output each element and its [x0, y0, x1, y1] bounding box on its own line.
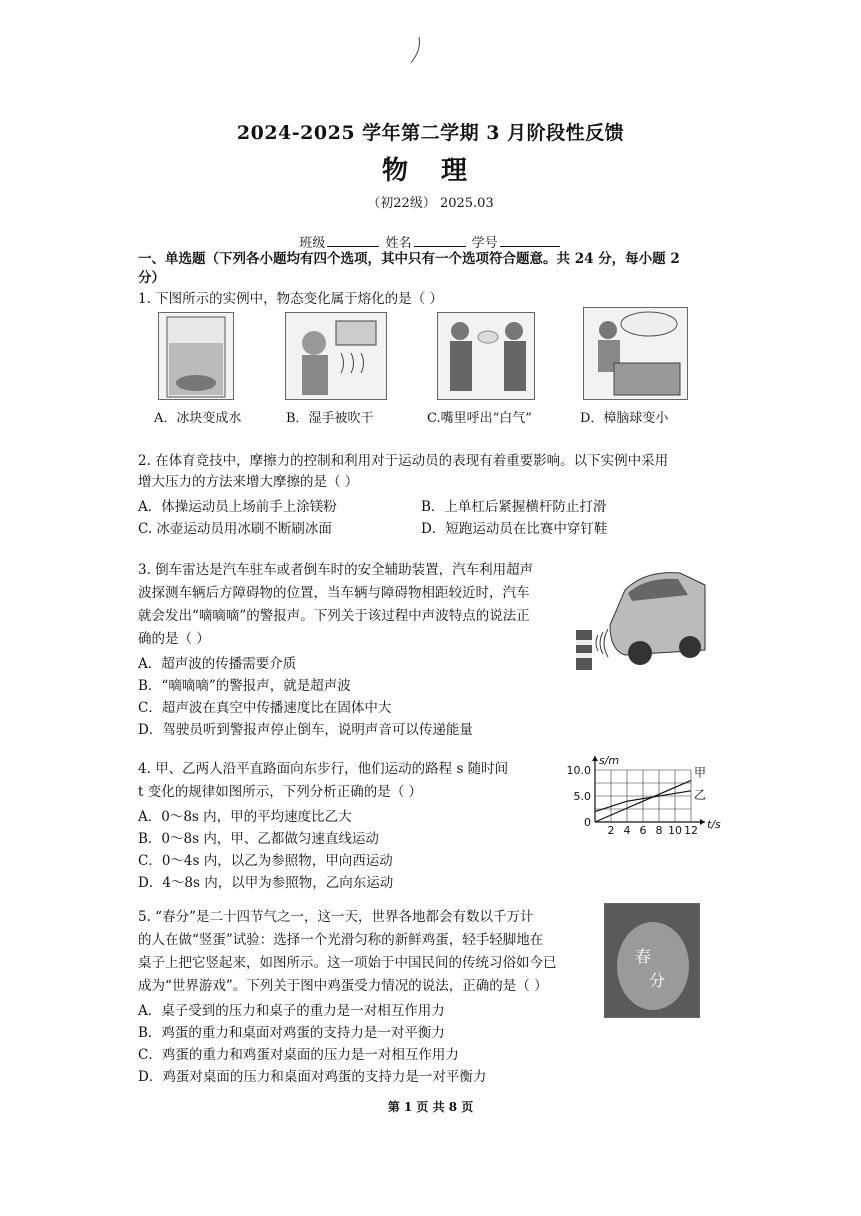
q5-option-c[interactable]: C．鸡蛋的重力和鸡蛋对桌面的压力是一对相互作用力: [138, 1047, 459, 1063]
q5-option-d[interactable]: D．鸡蛋对桌面的压力和桌面对鸡蛋的支持力是一对平衡力: [138, 1069, 487, 1085]
q5-option-a[interactable]: A．桌子受到的压力和桌子的重力是一对相互作用力: [138, 1003, 445, 1019]
q4-option-c[interactable]: C．0～4s 内，以乙为参照物，甲向西运动: [138, 853, 393, 869]
page-footer: 第 1 页 共 8 页: [387, 1100, 474, 1114]
y-tick-label: 5.0: [573, 790, 591, 803]
subject-title: 物 理: [381, 156, 480, 186]
y-axis-label: s/m: [599, 754, 620, 767]
q3-stem-cont3: 确的是（ ）: [138, 631, 210, 647]
x-tick-label: 12: [684, 824, 698, 837]
q4-stem: 4. 甲、乙两人沿平直路面向东步行，他们运动的路程 s 随时间: [138, 761, 509, 777]
x-tick-label: 8: [655, 824, 663, 837]
class-label: 班级: [299, 236, 326, 251]
q5-stem-cont3: 成为“世界游戏”。下列关于图中鸡蛋受力情况的说法，正确的是（ ）: [138, 978, 548, 994]
q2-option-d[interactable]: D．短跑运动员在比赛中穿钉鞋: [421, 521, 608, 537]
x-tick-label: 2: [607, 824, 615, 837]
name-blank[interactable]: [414, 234, 466, 247]
q4-option-b[interactable]: B．0～8s 内，甲、乙都做匀速直线运动: [138, 831, 379, 847]
sound-wave-icon: [596, 629, 608, 657]
q3-option-d[interactable]: D．驾驶员听到警报声停止倒车，说明声音可以传递能量: [138, 722, 473, 738]
y-tick-label: 0: [584, 816, 591, 829]
q1-option-a[interactable]: A．冰块变成水: [154, 411, 242, 426]
q5-option-b[interactable]: B．鸡蛋的重力和桌面对鸡蛋的支持力是一对平衡力: [138, 1025, 445, 1041]
q1-stem: 1. 下图所示的实例中，物态变化属于熔化的是（ ）: [138, 291, 443, 307]
chart-labels: [567, 754, 722, 837]
student-info-fields: [0, 232, 861, 251]
hand-dryer-icon: [286, 313, 386, 399]
wardrobe-icon: [584, 308, 687, 399]
q3-option-a[interactable]: A．超声波的传播需要介质: [138, 656, 297, 672]
x-tick-label: 6: [639, 824, 647, 837]
q5-stem: 5. “春分”是二十四节气之一，这一天，世界各地都会有数以千万计: [138, 909, 534, 925]
q3-stem-cont1: 波探测车辆后方障碍物的位置，当车辆与障碍物相距较近时，汽车: [138, 585, 530, 601]
y-tick-label: 10.0: [566, 764, 591, 777]
x-axis-arrow: [700, 819, 705, 825]
q4-stem-cont: t 变化的规律如图所示，下列分析正确的是（ ）: [138, 784, 423, 800]
s-t-chart: [555, 752, 735, 842]
q2-option-b[interactable]: B．上单杠后紧握横杆防止打滑: [421, 499, 607, 515]
x-axis-label: t/s: [707, 818, 721, 831]
q5-stem-cont2: 桌子上把它竖起来，如图所示。这一项始于中国民间的传统习俗如今已: [138, 955, 557, 971]
car-icon: [610, 573, 705, 665]
breath-image: [437, 312, 535, 400]
q2-stem: 2. 在体育竞技中，摩擦力的控制和利用对于运动员的表现有着重要影响。以下实例中采用: [138, 453, 669, 469]
chart-grid: [595, 770, 691, 822]
q4-option-a[interactable]: A．0～8s 内，甲的平均速度比乙大: [138, 809, 352, 825]
obstacle-cone-icon: [576, 630, 592, 670]
pen-mark-icon: [405, 35, 425, 67]
q4-option-d[interactable]: D．4～8s 内，以甲为参照物，乙向东运动: [138, 875, 394, 891]
q2-option-a[interactable]: A．体操运动员上场前手上涂镁粉: [138, 499, 337, 515]
section-heading-cont: 分）: [138, 270, 165, 286]
q1-option-c[interactable]: C.嘴里呼出“白气”: [427, 411, 532, 426]
q2-option-c[interactable]: C. 冰壶运动员用冰刷不断刷冰面: [138, 521, 332, 537]
name-label: 姓名: [385, 236, 412, 251]
section-heading: 一、单选题（下列各小题均有四个选项，其中只有一个选项符合题意。共 24 分，每小题 2: [138, 251, 680, 267]
series-label: 乙: [694, 787, 707, 802]
mothball-image: [583, 307, 688, 400]
q5-stem-cont1: 的人在做“竖蛋”试验：选择一个光滑匀称的新鲜鸡蛋，轻手轻脚地在: [138, 932, 544, 948]
series-label: 甲: [694, 765, 707, 780]
q2-stem-cont: 增大压力的方法来增大摩擦的是（ ）: [138, 474, 359, 490]
egg-image: [604, 903, 700, 1018]
q3-stem: 3. 倒车雷达是汽车驻车或者倒车时的安全辅助装置，汽车利用超声: [138, 562, 534, 578]
hand-dryer-image: [285, 312, 387, 400]
glass-icon: [159, 313, 233, 399]
id-blank[interactable]: [500, 234, 560, 247]
q3-option-b[interactable]: B．“嘀嘀嘀”的警报声，就是超声波: [138, 678, 351, 694]
exam-title: 2024-2025 学年第二学期 3 月阶段性反馈: [236, 122, 625, 144]
id-label: 学号: [471, 236, 498, 251]
q3-stem-cont2: 就会发出“嘀嘀嘀”的警报声。下列关于该过程中声波特点的说法正: [138, 608, 530, 624]
egg-icon: [605, 904, 699, 1017]
x-tick-label: 4: [623, 824, 631, 837]
egg-text-equinox: 分: [649, 971, 666, 990]
x-tick-label: 10: [668, 824, 682, 837]
y-axis-arrow: [592, 756, 598, 761]
class-blank[interactable]: [327, 234, 379, 247]
grade-date: （初22级） 2025.03: [367, 196, 494, 211]
people-icon: [438, 313, 534, 399]
q3-option-c[interactable]: C．超声波在真空中传播速度比在固体中大: [138, 700, 392, 716]
q1-option-b[interactable]: B．湿手被吹干: [286, 411, 374, 426]
ice-glass-image: [158, 312, 234, 400]
egg-text-spring: 春: [635, 947, 652, 966]
q1-option-d[interactable]: D．樟脑球变小: [580, 411, 669, 426]
reversing-car-image: [570, 555, 710, 680]
